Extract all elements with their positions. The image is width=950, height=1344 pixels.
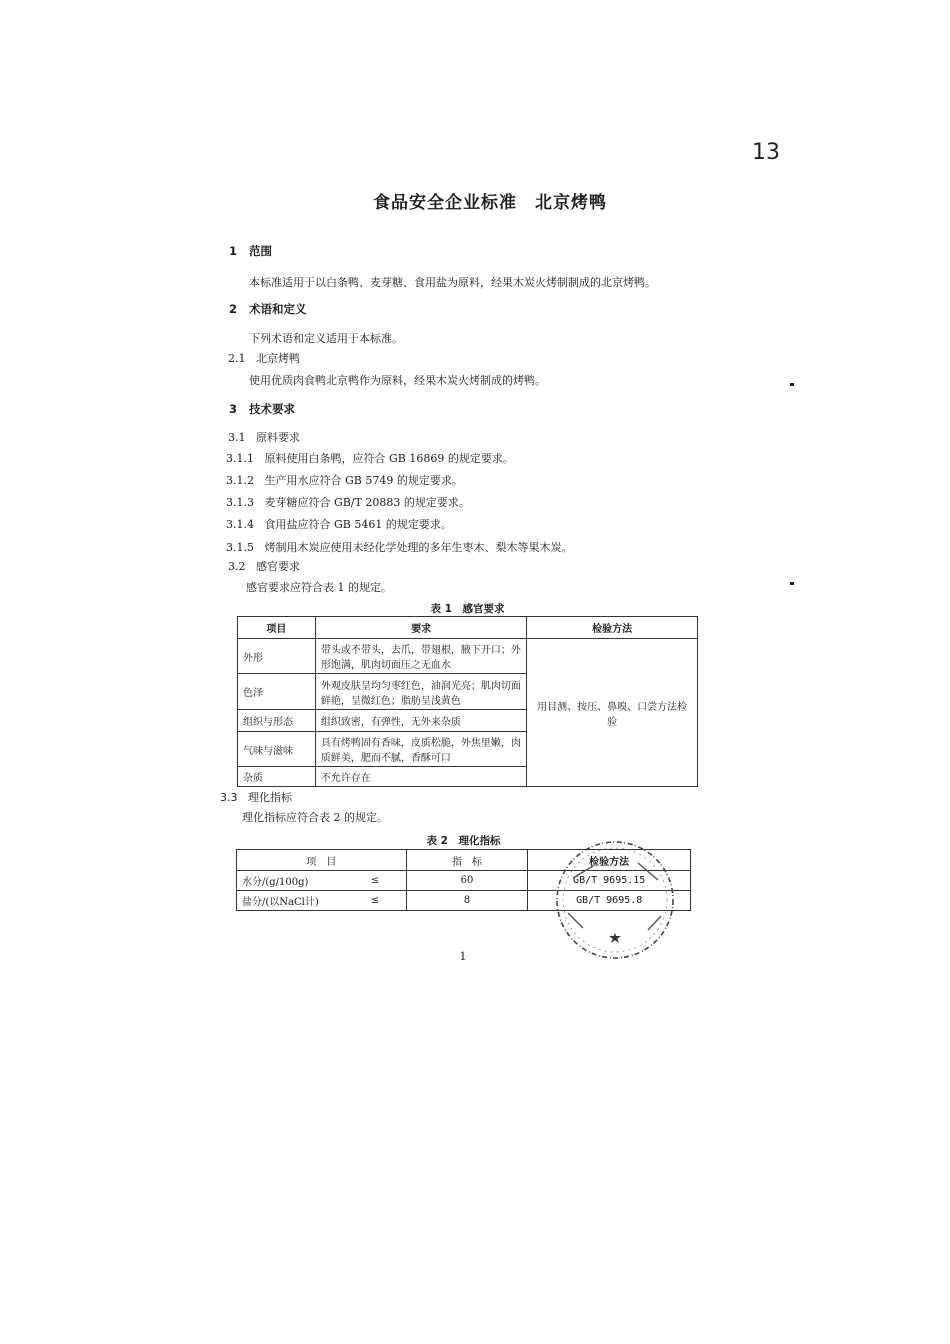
clause-3-1-1 [226,450,514,466]
subsection-number: 3.3 [220,791,238,804]
row-item: 水分/(g/100g) [237,871,345,891]
section-2-body: 下列术语和定义适用于本标准。 [249,332,403,345]
row-requirement: 外观皮肤呈均匀枣红色，油润光亮；肌肉切面鲜艳，呈微红色；脂肪呈浅黄色 [315,674,527,710]
clause-text: 烤制用木炭应使用未经化学处理的多年生枣木、梨木等果木炭。 [264,541,573,554]
handwritten-page-mark: 13 [752,140,780,165]
row-item: 盐分/(以NaCl计) [237,891,345,911]
section-number: 2 [229,302,238,316]
row-item: 外形 [238,639,316,674]
scan-speck [790,383,794,386]
row-value: 8 [406,891,528,911]
clause-number: 3.1.2 [226,474,254,487]
subsection-title: 感官要求 [256,560,300,573]
subsection-2-1-body: 使用优质肉食鸭北京鸭作为原料，经果木炭火烤制成的烤鸭。 [249,374,546,387]
column-header-requirement: 要求 [315,617,527,639]
subsection-3-2-body: 感官要求应符合表 1 的规定。 [246,581,392,594]
section-3-heading [229,401,295,417]
section-title: 范围 [249,244,273,258]
row-operator: ≤ [344,871,406,891]
clause-3-1-5 [226,539,573,555]
table-2-caption: 表 2 理化指标 [426,835,501,847]
row-item: 组织与形态 [238,710,316,732]
subsection-title: 北京烤鸭 [256,352,300,365]
row-method: GB/T 9695.15 [528,871,691,891]
subsection-2-1-heading [228,350,300,366]
row-requirement: 具有烤鸭固有香味，皮质松脆，外焦里嫩，肉质鲜美，肥而不腻，香酥可口 [315,732,527,767]
section-2-heading [229,301,307,317]
row-method: 用目测、按压、鼻嗅、口尝方法检验 [527,639,698,787]
column-header-item: 项 目 [237,850,407,871]
row-method: GB/T 9695.8 [528,891,691,911]
subsection-3-3-body: 理化指标应符合表 2 的规定。 [242,811,388,824]
row-operator: ≤ [344,891,406,911]
clause-number: 3.1.4 [226,518,254,531]
column-header-item: 项目 [238,617,316,639]
subsection-number: 3.1 [228,431,246,444]
clause-3-1-2 [226,472,463,488]
section-number: 1 [229,244,238,258]
clause-number: 3.1.3 [226,496,254,509]
clause-number: 3.1.1 [226,452,254,465]
table-1-sensory [237,616,698,787]
section-title: 技术要求 [249,402,296,416]
row-item: 杂质 [238,767,316,787]
section-number: 3 [229,402,238,416]
clause-3-1-3 [226,494,470,510]
subsection-number: 2.1 [228,352,246,365]
table-row [238,639,698,674]
subsection-3-1-heading [228,429,300,445]
clause-text: 生产用水应符合 GB 5749 的规定要求。 [264,474,463,487]
table-1-caption: 表 1 感官要求 [430,603,505,615]
subsection-3-2-heading [228,558,300,574]
subsection-title: 理化指标 [248,791,292,804]
subsection-title: 原料要求 [256,431,300,444]
clause-3-1-4 [226,516,452,532]
clause-text: 麦芽糖应符合 GB/T 20883 的规定要求。 [264,496,470,509]
table-header-row [238,617,698,639]
section-title: 术语和定义 [249,302,307,316]
row-requirement: 不允许存在 [315,767,527,787]
clause-text: 食用盐应符合 GB 5461 的规定要求。 [264,518,452,531]
column-header-value: 指 标 [406,850,528,871]
row-item: 色泽 [238,674,316,710]
scan-speck [790,582,794,585]
clause-text: 原料使用白条鸭，应符合 GB 16869 的规定要求。 [264,452,514,465]
page-number: 1 [459,950,467,963]
section-1-heading [229,243,272,259]
title-part2: 北京烤鸭 [535,193,607,213]
clause-number: 3.1.5 [226,541,254,554]
section-1-body: 本标准适用于以白条鸭、麦芽糖、食用盐为原料，经果木炭火烤制制成的北京烤鸭。 [249,276,656,289]
row-requirement: 带头或不带头，去爪，带翅根，腋下开口；外形饱满，肌肉切面压之无血水 [315,639,527,674]
row-value: 60 [406,871,528,891]
row-item: 气味与滋味 [238,732,316,767]
official-seal-stamp [553,838,678,963]
title-part1: 食品安全企业标准 [373,193,517,213]
column-header-method: 检验方法 [527,617,698,639]
subsection-number: 3.2 [228,560,246,573]
document-title [0,188,950,213]
column-header-method: 检验方法 [528,850,691,871]
subsection-3-3-heading [220,789,292,805]
row-requirement: 组织致密，有弹性，无外来杂质 [315,710,527,732]
